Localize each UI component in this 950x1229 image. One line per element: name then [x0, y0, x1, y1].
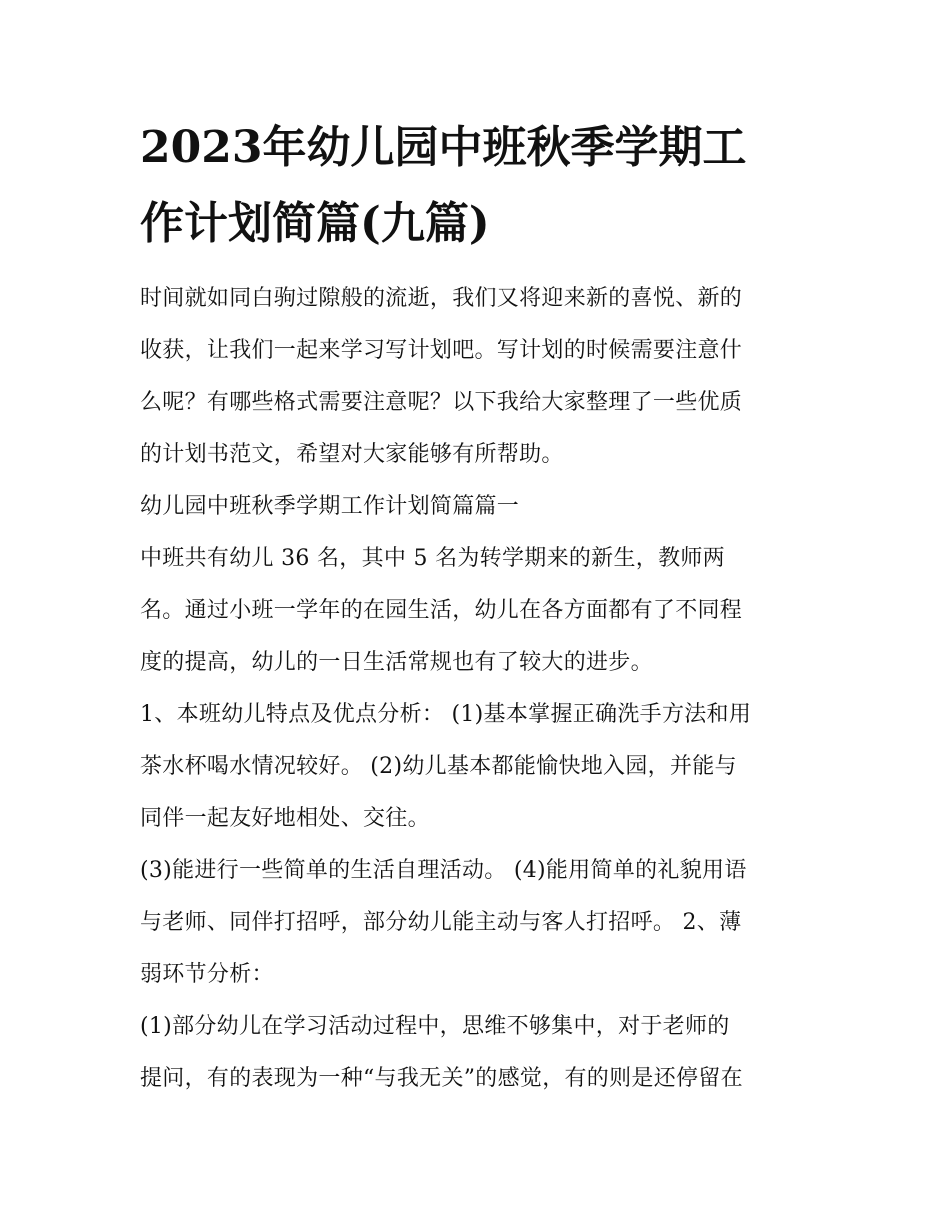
body-line: 中班共有幼儿 36 名，其中 5 名为转学期来的新生，教师两 [140, 546, 725, 571]
body-line: 1、本班幼儿特点及优点分析： (1)基本掌握正确洗手方法和用 [140, 702, 752, 727]
title-line-2: 作计划简篇(九篇) [140, 198, 490, 249]
body-line: 度的提高，幼儿的一日生活常规也有了较大的进步。 [140, 650, 653, 675]
body-line: 名。通过小班一学年的在园生活，幼儿在各方面都有了不同程 [140, 598, 743, 623]
body-line: 时间就如同白驹过隙般的流逝，我们又将迎来新的喜悦、新的 [140, 286, 743, 311]
title-line-1: 2023年幼儿园中班秋季学期工 [140, 122, 747, 173]
body-line: 么呢？有哪些格式需要注意呢？以下我给大家整理了一些优质 [140, 390, 743, 415]
body-line: 弱环节分析： [140, 962, 274, 987]
body-line: 提问，有的表现为一种“与我无关”的感觉，有的则是还停留在 [140, 1066, 743, 1091]
document-title [140, 110, 815, 262]
body-line: (3)能进行一些简单的生活自理活动。 (4)能用简单的礼貌用语 [140, 858, 747, 883]
document-page [140, 110, 815, 1105]
body-line: 茶水杯喝水情况较好。 (2)幼儿基本都能愉快地入园，并能与 [140, 754, 737, 779]
body-line: 的计划书范文，希望对大家能够有所帮助。 [140, 442, 564, 467]
section-heading: 幼儿园中班秋季学期工作计划简篇篇一 [140, 494, 520, 519]
body-line: 同伴一起友好地相处、交往。 [140, 806, 430, 831]
body-line: 与老师、同伴打招呼，部分幼儿能主动与客人打招呼。 2、薄 [140, 910, 742, 935]
document-body [140, 273, 815, 1105]
body-line: 收获，让我们一起来学习写计划吧。写计划的时候需要注意什 [140, 338, 743, 363]
body-line: (1)部分幼儿在学习活动过程中，思维不够集中，对于老师的 [140, 1014, 730, 1039]
